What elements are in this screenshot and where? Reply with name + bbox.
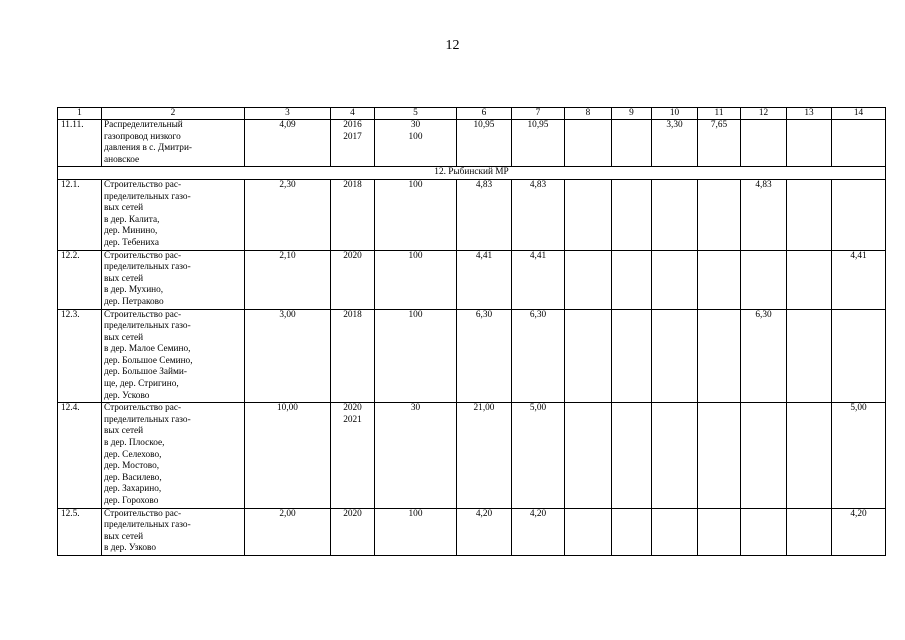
cell-line: дер. Большое Займи- [104, 367, 187, 378]
cell-line: 5,00 [529, 403, 547, 414]
cell-line: в дер. Малое Семино, [104, 344, 191, 355]
cell-line: дер. Мостово, [104, 461, 160, 472]
cell-col12 [741, 179, 787, 250]
cell-col9 [612, 179, 652, 250]
cell-cost [457, 120, 512, 167]
table-row [58, 403, 886, 508]
cell-sum [512, 250, 565, 309]
cell-line: 30 [410, 120, 421, 130]
cell-years [331, 309, 375, 403]
cell-col11 [698, 179, 741, 250]
cell-col8 [565, 120, 612, 167]
table-row [58, 250, 886, 309]
cell-percent [375, 508, 457, 555]
cell-line: 2,10 [279, 250, 296, 261]
cell-col11 [698, 403, 741, 508]
cell-line: 2020 [343, 250, 362, 261]
cell-col12 [741, 403, 787, 508]
cell-col13 [787, 309, 832, 403]
cell-col10 [652, 309, 698, 403]
cell-sum [512, 309, 565, 403]
cell-line: Распределительный [104, 120, 183, 130]
cell-line: пределительных газо- [104, 321, 191, 332]
cell-line: Строительство рас- [104, 403, 182, 414]
cell-years [331, 120, 375, 167]
cell-col14 [832, 403, 886, 508]
cell-line: ще, дер. Стригино, [104, 379, 179, 390]
cell-sum [512, 403, 565, 508]
cell-col14 [832, 508, 886, 555]
cell-line: вых сетей [104, 203, 144, 214]
cell-col14 [832, 250, 886, 309]
section-row [58, 167, 886, 180]
cell-col8 [565, 309, 612, 403]
cell-percent [375, 120, 457, 167]
cell-line: 6,30 [475, 309, 493, 320]
cell-line: вых сетей [104, 332, 144, 343]
cell-line: 10,00 [277, 403, 298, 414]
cell-line: в дер. Узково [104, 543, 156, 554]
header-cell: 8 [565, 108, 612, 120]
cell-percent [375, 403, 457, 508]
cell-num [58, 250, 102, 309]
cell-line: 2021 [343, 414, 362, 425]
cell-line: 12.3. [61, 309, 80, 320]
cell-col13 [787, 179, 832, 250]
cell-col10 [652, 179, 698, 250]
cell-line: пределительных газо- [104, 520, 191, 531]
cell-col12 [741, 120, 787, 167]
cell-col8 [565, 250, 612, 309]
cell-col9 [612, 309, 652, 403]
cell-length [245, 508, 331, 555]
header-cell: 2 [102, 108, 245, 120]
cell-line: 30 [410, 403, 421, 414]
cell-name [102, 120, 245, 167]
cell-line: 6,30 [755, 309, 772, 320]
cell-length [245, 403, 331, 508]
cell-line: 11.11. [61, 120, 84, 130]
cell-col11 [698, 508, 741, 555]
cell-line: ановское [104, 154, 140, 165]
cell-col8 [565, 403, 612, 508]
cell-line: 2020 [343, 508, 362, 519]
cell-line: 10,95 [527, 120, 549, 130]
table-row [58, 508, 886, 555]
cell-col14 [832, 179, 886, 250]
cell-line: дер. Селехово, [104, 449, 162, 460]
cell-col9 [612, 250, 652, 309]
header-cell: 11 [698, 108, 741, 120]
cell-col12 [741, 250, 787, 309]
cell-line: 6,30 [529, 309, 547, 320]
cell-col10 [652, 403, 698, 508]
cell-line: 4,41 [475, 250, 493, 261]
cell-line: 2020 [343, 403, 362, 414]
header-cell: 1 [58, 108, 102, 120]
cell-line: пределительных газо- [104, 262, 191, 273]
cell-col12 [741, 309, 787, 403]
cell-col10 [652, 120, 698, 167]
cell-line: Строительство рас- [104, 309, 182, 320]
cell-line: газопровод низкого [104, 131, 181, 142]
cell-years [331, 179, 375, 250]
cell-line: пределительных газо- [104, 414, 191, 425]
header-cell: 12 [741, 108, 787, 120]
cell-line: вых сетей [104, 426, 144, 437]
cell-line: 12.1. [61, 179, 80, 190]
cell-cost [457, 179, 512, 250]
header-cell: 7 [512, 108, 565, 120]
cell-length [245, 179, 331, 250]
cell-col9 [612, 508, 652, 555]
cell-line: 4,20 [850, 508, 867, 519]
cell-line: 4,83 [529, 179, 547, 190]
cell-line: в дер. Калита, [104, 214, 160, 225]
cell-name [102, 403, 245, 508]
cell-line: дер. Усково [104, 390, 150, 401]
cell-line: дер. Большое Семино, [104, 355, 193, 366]
cell-num [58, 508, 102, 555]
cell-length [245, 120, 331, 167]
header-cell: 4 [331, 108, 375, 120]
cell-name [102, 179, 245, 250]
cell-sum [512, 508, 565, 555]
cell-line: в дер. Плоское, [104, 438, 165, 449]
cell-percent [375, 309, 457, 403]
header-cell: 6 [457, 108, 512, 120]
cell-col9 [612, 403, 652, 508]
cell-col11 [698, 120, 741, 167]
page-number: 12 [445, 38, 460, 53]
header-cell: 13 [787, 108, 832, 120]
cell-col12 [741, 508, 787, 555]
header-cell: 9 [612, 108, 652, 120]
cell-col11 [698, 250, 741, 309]
header-cell: 14 [832, 108, 886, 120]
cell-num [58, 120, 102, 167]
cell-line: 12.2. [61, 250, 80, 261]
cell-percent [375, 179, 457, 250]
table-row [58, 120, 886, 167]
cell-line: 2,30 [279, 179, 296, 190]
cell-line: 100 [408, 508, 423, 519]
cell-col14 [832, 120, 886, 167]
cell-line: 3,00 [279, 309, 296, 320]
cell-sum [512, 179, 565, 250]
cell-length [245, 250, 331, 309]
cell-percent [375, 250, 457, 309]
cell-line: 4,83 [475, 179, 493, 190]
cell-line: 3,30 [666, 120, 683, 130]
cell-line: пределительных газо- [104, 191, 191, 202]
cell-cost [457, 250, 512, 309]
header-cell: 5 [375, 108, 457, 120]
cell-length [245, 309, 331, 403]
cell-col14 [832, 309, 886, 403]
cell-line: 10,95 [473, 120, 495, 130]
cell-line: 4,41 [529, 250, 547, 261]
section-title: 12. Рыбинский МР [58, 167, 886, 180]
cell-num [58, 179, 102, 250]
cell-col9 [612, 120, 652, 167]
cell-line: дер. Горохово [104, 496, 159, 506]
cell-line: 12.5. [61, 508, 80, 519]
cell-years [331, 508, 375, 555]
cell-years [331, 250, 375, 309]
header-cell: 10 [652, 108, 698, 120]
cell-col10 [652, 508, 698, 555]
cell-line: дер. Тебениха [104, 237, 159, 248]
cell-line: Строительство рас- [104, 179, 182, 190]
cell-line: 4,83 [755, 179, 772, 190]
cell-name [102, 250, 245, 309]
cell-line: 2,00 [279, 508, 296, 519]
cell-line: 4,41 [850, 250, 867, 261]
cell-line: 12.4. [61, 403, 80, 414]
cell-line: 4,20 [475, 508, 493, 519]
gas-network-table [57, 107, 886, 556]
cell-num [58, 403, 102, 508]
cell-col10 [652, 250, 698, 309]
cell-cost [457, 508, 512, 555]
cell-col13 [787, 508, 832, 555]
table-row [58, 179, 886, 250]
cell-cost [457, 403, 512, 508]
cell-line: вых сетей [104, 531, 144, 542]
cell-line: 100 [408, 309, 423, 320]
cell-col13 [787, 120, 832, 167]
cell-line: 2018 [343, 179, 362, 190]
cell-cost [457, 309, 512, 403]
header-cell: 3 [245, 108, 331, 120]
cell-line: 4,09 [279, 120, 296, 130]
cell-line: дер. Минино, [104, 226, 158, 237]
cell-line: дер. Захарино, [104, 484, 162, 495]
cell-line: 7,65 [710, 120, 728, 130]
cell-line: 4,20 [529, 508, 547, 519]
cell-line: Строительство рас- [104, 250, 182, 261]
cell-col11 [698, 309, 741, 403]
cell-line: в дер. Мухино, [104, 285, 164, 296]
cell-line: 100 [408, 250, 423, 261]
cell-line: 2016 [343, 120, 362, 130]
cell-line: дер. Петраково [104, 296, 164, 307]
cell-col13 [787, 250, 832, 309]
cell-line: 2018 [343, 309, 362, 320]
cell-name [102, 309, 245, 403]
cell-line: Строительство рас- [104, 508, 182, 519]
cell-line: 2017 [343, 131, 362, 142]
cell-line: давления в с. Дмитри- [104, 143, 193, 154]
cell-sum [512, 120, 565, 167]
cell-line: 100 [408, 131, 423, 142]
cell-years [331, 403, 375, 508]
table-row [58, 309, 886, 403]
cell-line: 100 [408, 179, 423, 190]
cell-col8 [565, 179, 612, 250]
cell-num [58, 309, 102, 403]
cell-line: 5,00 [850, 403, 867, 414]
cell-col13 [787, 403, 832, 508]
cell-col8 [565, 508, 612, 555]
cell-line: дер. Василево, [104, 472, 162, 483]
header-row [58, 108, 886, 120]
cell-line: 21,00 [473, 403, 495, 414]
cell-line: вых сетей [104, 273, 144, 284]
cell-name [102, 508, 245, 555]
